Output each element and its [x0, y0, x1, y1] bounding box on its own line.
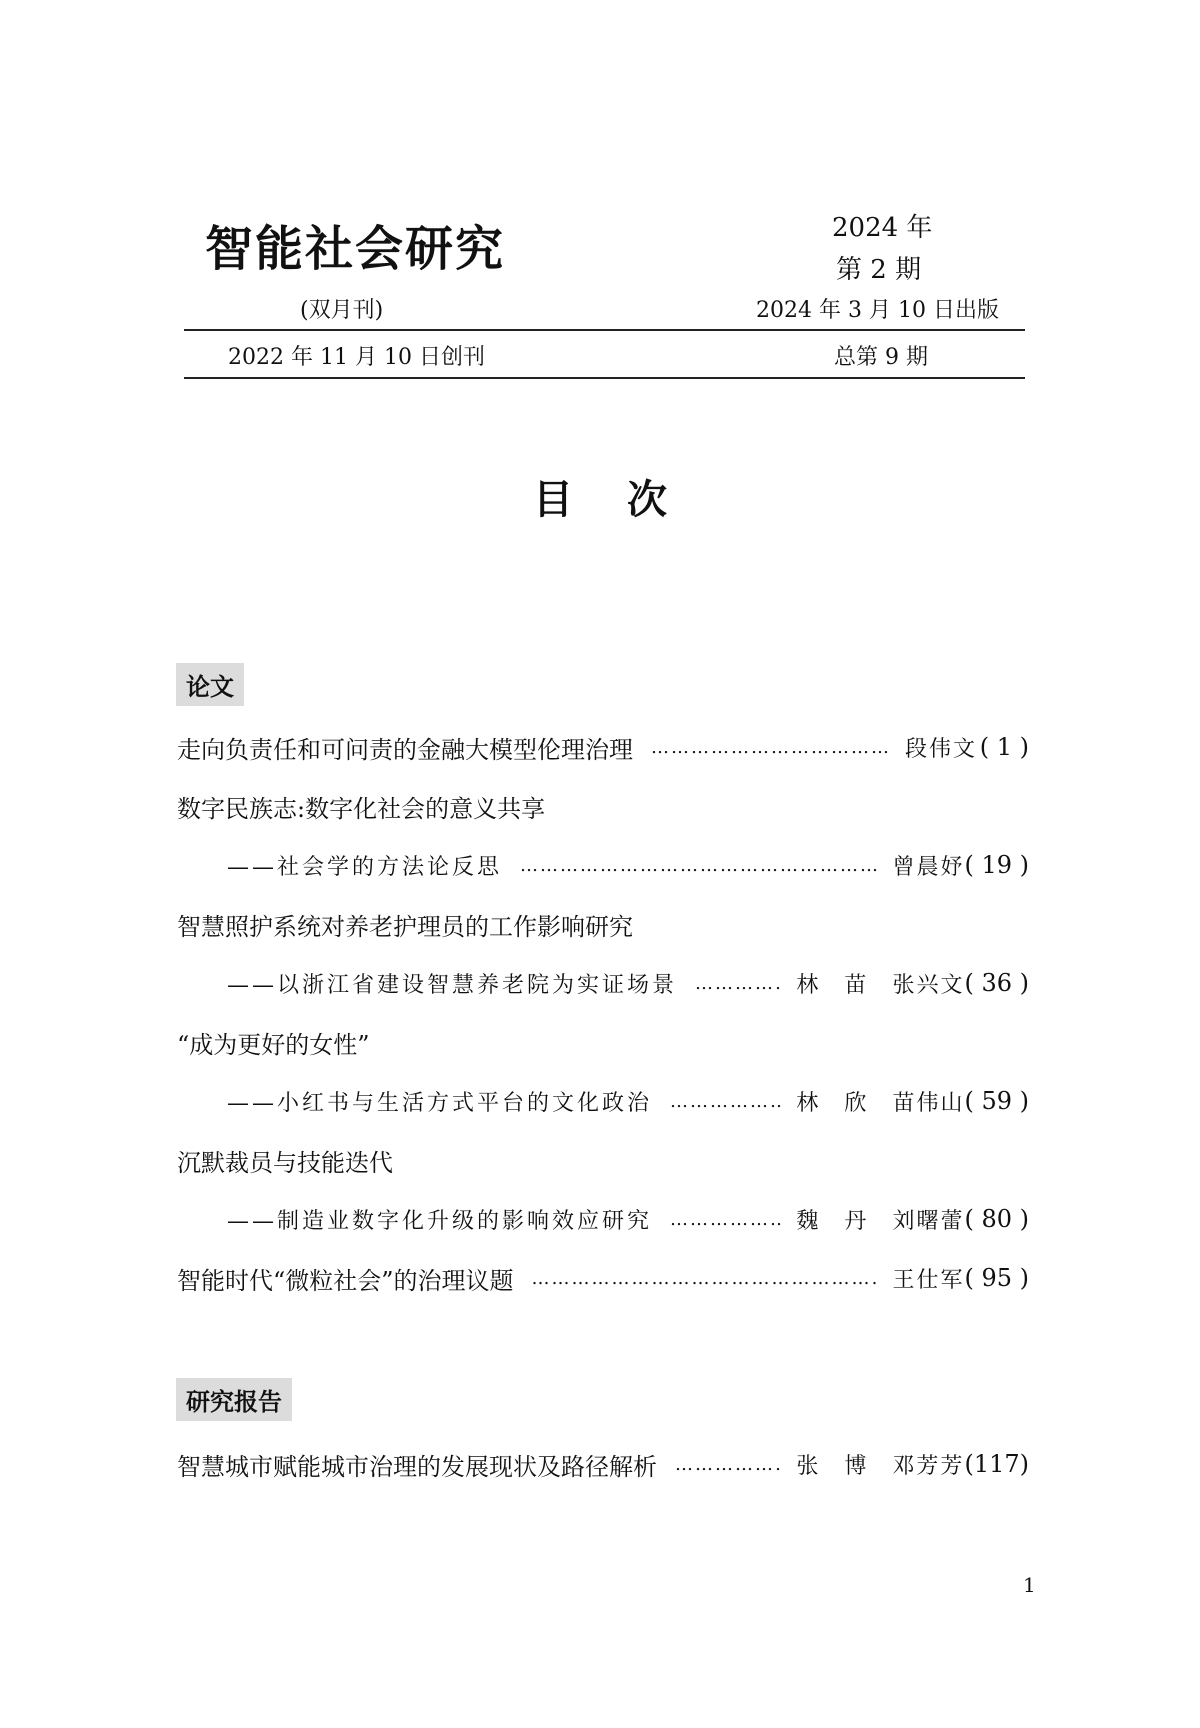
leader-dots [670, 1209, 782, 1230]
toc-entry[interactable] [177, 1260, 1029, 1296]
entry-author-1: 林 苗 [796, 972, 869, 998]
leader-dots [651, 737, 891, 758]
section-label-research-reports: 研究报告 [176, 1378, 292, 1421]
entry-author: 段伟文 [904, 736, 977, 762]
toc-entry[interactable] [177, 1446, 1029, 1482]
entry-author-1: 魏 丹 [796, 1208, 869, 1234]
entry-subtitle: ——以浙江省建设智慧养老院为实证场景 [227, 972, 678, 998]
entry-author-2: 刘曙蕾 [892, 1208, 965, 1234]
toc-entry-title[interactable] [177, 906, 1029, 942]
total-issue: 总第 9 期 [834, 345, 928, 370]
leader-dots [670, 1091, 782, 1112]
section-label-papers: 论文 [176, 663, 244, 706]
entry-authors [796, 1086, 964, 1117]
entry-page: ( 95 ) [964, 1264, 1029, 1292]
entry-subtitle: ——制造业数字化升级的影响效应研究 [227, 1208, 653, 1234]
toc-entry-title[interactable] [177, 788, 1029, 824]
entry-title: 智慧城市赋能城市治理的发展现状及路径解析 [177, 1452, 657, 1481]
toc-entry-subtitle[interactable] [227, 965, 1029, 1001]
entry-page: ( 117 ) [964, 1450, 1029, 1478]
leader-dots [675, 1454, 782, 1475]
entry-title: 沉默裁员与技能迭代 [177, 1148, 393, 1177]
entry-page: ( 1 ) [977, 733, 1029, 761]
publish-date: 2024 年 3 月 10 日出版 [756, 298, 999, 323]
leader-dots [532, 1268, 879, 1289]
entry-title: 数字民族志:数字化社会的意义共享 [177, 794, 546, 823]
entry-title: 智慧照护系统对养老护理员的工作影响研究 [177, 912, 633, 941]
entry-title: 走向负责任和可问责的金融大模型伦理治理 [177, 735, 633, 764]
entry-author-2: 张兴文 [892, 972, 965, 998]
issue-number: 第 2 期 [836, 255, 922, 285]
entry-page: ( 19 ) [964, 851, 1029, 879]
leader-dots [520, 855, 878, 876]
entry-page: ( 36 ) [964, 969, 1029, 997]
toc-entry[interactable] [177, 729, 1029, 765]
entry-author-1: 张 博 [796, 1453, 869, 1479]
entry-subtitle: ——小红书与生活方式平台的文化政治 [227, 1090, 653, 1116]
toc-entry-title[interactable] [177, 1142, 1029, 1178]
entry-author: 曾晨妤 [892, 854, 965, 880]
toc-title: 目 次 [533, 476, 667, 523]
toc-entry-title[interactable] [177, 1024, 1029, 1060]
entry-author-1: 林 欣 [796, 1090, 869, 1116]
header-rule-bottom [184, 377, 1025, 379]
toc-entry-subtitle[interactable] [227, 847, 1029, 883]
journal-title: 智能社会研究 [205, 221, 506, 277]
toc-entry-subtitle[interactable] [227, 1201, 1029, 1237]
header-rule-top [184, 329, 1025, 331]
journal-frequency: (双月刊) [300, 298, 384, 323]
entry-author-2: 邓芳芳 [892, 1453, 965, 1479]
entry-page: ( 80 ) [964, 1205, 1029, 1233]
entry-authors [796, 968, 964, 999]
issue-year: 2024 年 [832, 213, 933, 243]
entry-author-2: 苗伟山 [892, 1090, 965, 1116]
entry-page: ( 59 ) [964, 1087, 1029, 1115]
entry-title: 智能时代“微粒社会”的治理议题 [177, 1266, 514, 1295]
entry-author: 王仕军 [892, 1267, 965, 1293]
toc-entry-subtitle[interactable] [227, 1083, 1029, 1119]
founded-date: 2022 年 11 月 10 日创刊 [228, 345, 485, 370]
entry-subtitle: ——社会学的方法论反思 [227, 854, 503, 880]
entry-authors [796, 1449, 964, 1480]
entry-title: “成为更好的女性” [177, 1030, 370, 1059]
leader-dots [695, 973, 782, 994]
entry-authors [796, 1204, 964, 1235]
page-number: 1 [1023, 1573, 1036, 1597]
